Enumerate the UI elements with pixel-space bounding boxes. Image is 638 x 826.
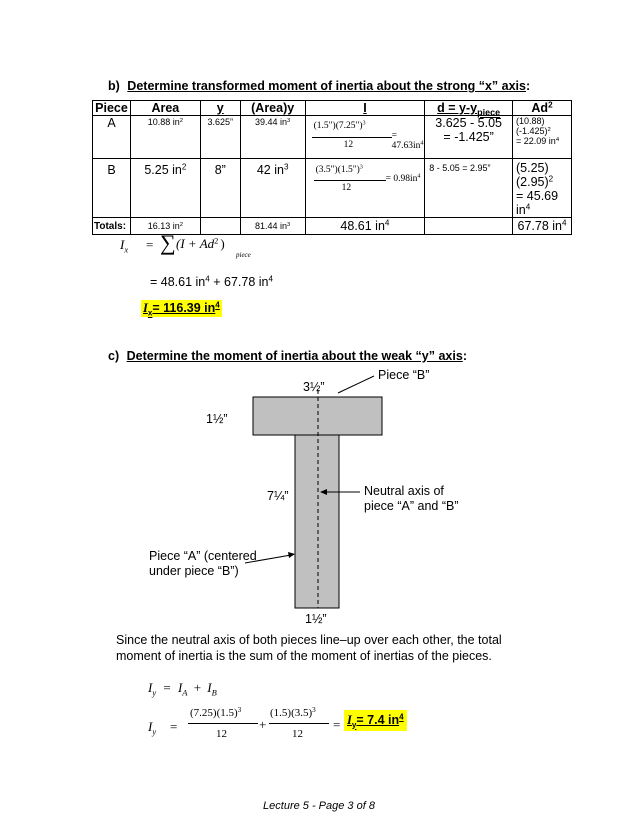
- row-b-area-y: 42 $in^3$: [256, 162, 289, 177]
- row-a-i-result: = $47.63in^4$: [391, 131, 424, 151]
- ix-result: $I_x= 116.39$ $in^4$: [143, 300, 220, 318]
- explanation-paragraph: [116, 632, 502, 664]
- header-d-label: d = y-y: [437, 101, 478, 115]
- formula-iy2-num1: $(7.25)(1.5)^3$: [190, 706, 242, 719]
- row-a-ad2-line1: $(10.88)(-1.425)^2$: [516, 116, 551, 136]
- header-piece: Piece: [93, 101, 131, 116]
- formula-iy2-bar2: [269, 723, 329, 724]
- row-a-area: 10.88 $in^2$: [147, 117, 184, 127]
- formula-ix-sum: ∑: [160, 230, 176, 255]
- totals-i: 48.61 $in^4$: [340, 218, 390, 233]
- section-c-title: Determine the moment of inertia about the weak “y” axis: [126, 349, 463, 363]
- formula-iy2-bar1: [188, 723, 258, 724]
- paragraph-line1: Since the neutral axis of both pieces line–up over each other, the total: [116, 633, 502, 647]
- header-d-sub: piece: [477, 107, 501, 118]
- row-b-area: 5.25 $in^2$: [144, 162, 187, 177]
- row-b-y: 8”: [214, 163, 226, 177]
- piece-b-rect: [253, 397, 382, 435]
- totals-label: Totals:: [94, 220, 127, 232]
- piece-a-label-line1: Piece “A” (centered: [149, 549, 257, 563]
- formula-iy2-eq2: =: [333, 717, 341, 732]
- paragraph-line2: moment of inertia is the sum of the moment of inertias of the pieces.: [116, 649, 492, 663]
- formula-iy2-plus: +: [259, 717, 267, 732]
- row-b-i-denominator: 12: [341, 183, 352, 193]
- page-footer: Lecture 5 - Page 3 of 8: [263, 800, 375, 812]
- formula-iy2-lhs: $I_y$: [148, 719, 157, 737]
- formula-ix-body: ($I + Ad^2$ ): [176, 235, 225, 251]
- totals-area-y: 81.44 $in^3$: [255, 221, 291, 231]
- piece-a-rect: [295, 435, 339, 608]
- section-b-label: b): [108, 79, 120, 93]
- top-width-label: 3½”: [303, 380, 325, 394]
- row-a-i-denominator: 12: [343, 140, 354, 150]
- section-c-label: c): [108, 349, 120, 363]
- formula-iy2-den2: 12: [292, 728, 303, 740]
- piece-a-arrowhead: [288, 552, 295, 558]
- iy-result: $I_y= 7.4$ $in^4$: [344, 710, 407, 731]
- row-a-piece: A: [107, 116, 116, 130]
- header-ad2-label: Ad: [531, 101, 549, 115]
- header-area-y: (Area)y: [240, 101, 305, 116]
- web-height-label: 7¼”: [267, 489, 289, 503]
- neutral-axis-label-line1: Neutral axis of: [364, 484, 444, 498]
- row-a-d-line2: = -1.425”: [443, 130, 494, 144]
- piece-b-leader: [338, 376, 374, 393]
- row-b-piece: B: [107, 163, 116, 177]
- section-c-colon: :: [462, 349, 467, 363]
- row-a-i-numerator: (1.5")(7.25")$^3$: [313, 120, 366, 131]
- section-b-title: Determine transformed moment of inertia about the strong “x” axis: [127, 79, 526, 93]
- formula-iy2-den1: 12: [216, 728, 227, 740]
- ix-values: = 48.61 $in^4 + 67.78$ $in^4$: [150, 274, 274, 289]
- row-a-d-line1: 3.625 - 5.05: [435, 116, 502, 130]
- row-a-ad2-line2: = 22.09 $in^4$: [516, 136, 560, 146]
- totals-area: 16.13 $in^2$: [147, 221, 184, 231]
- header-ad2-exp: 2: [548, 100, 553, 110]
- row-a-area-y: 39.44 $in^3$: [255, 117, 291, 127]
- piece-b-label: Piece “B”: [378, 368, 430, 382]
- row-a-y: 3.625”: [207, 117, 234, 127]
- web-width-label: 1½”: [305, 612, 327, 626]
- header-y: y: [200, 101, 240, 116]
- formula-ix-lhs: I: [120, 237, 125, 252]
- formula-ix-lhs-sub: x: [124, 244, 129, 255]
- formula-iy-sum: $I_y = I_A + I_B$: [148, 680, 217, 698]
- row-b-i-result: = $0.98in^4$: [385, 173, 421, 184]
- piece-a-label-line2: under piece “B”): [149, 564, 239, 578]
- piece-a-label: [149, 549, 257, 579]
- row-b-ad2-line2: = 45.69 $in^4$: [516, 189, 559, 217]
- top-height-label: 1½”: [206, 412, 228, 426]
- totals-ad2: 67.78 $in^4$: [517, 218, 567, 233]
- section-b-colon: :: [525, 79, 531, 93]
- row-b-i-numerator: (3.5")(1.5")$^3$: [315, 164, 363, 175]
- formula-ix-eq: =: [146, 237, 154, 252]
- formula-iy2-num2: $(1.5)(3.5)^3$: [270, 706, 316, 719]
- formula-iy2-eq: =: [170, 719, 178, 734]
- row-b-d-line1: 8 - 5.05 = 2.95”: [429, 163, 491, 173]
- header-area: Area: [130, 101, 200, 116]
- row-b-ad2-line1: $(5.25)(2.95)^2$: [516, 161, 554, 189]
- neutral-axis-label-line2: piece “A” and “B”: [364, 499, 459, 513]
- neutral-axis-label: [364, 484, 458, 514]
- formula-ix-sub: piece: [236, 251, 251, 259]
- header-i: I: [305, 101, 425, 116]
